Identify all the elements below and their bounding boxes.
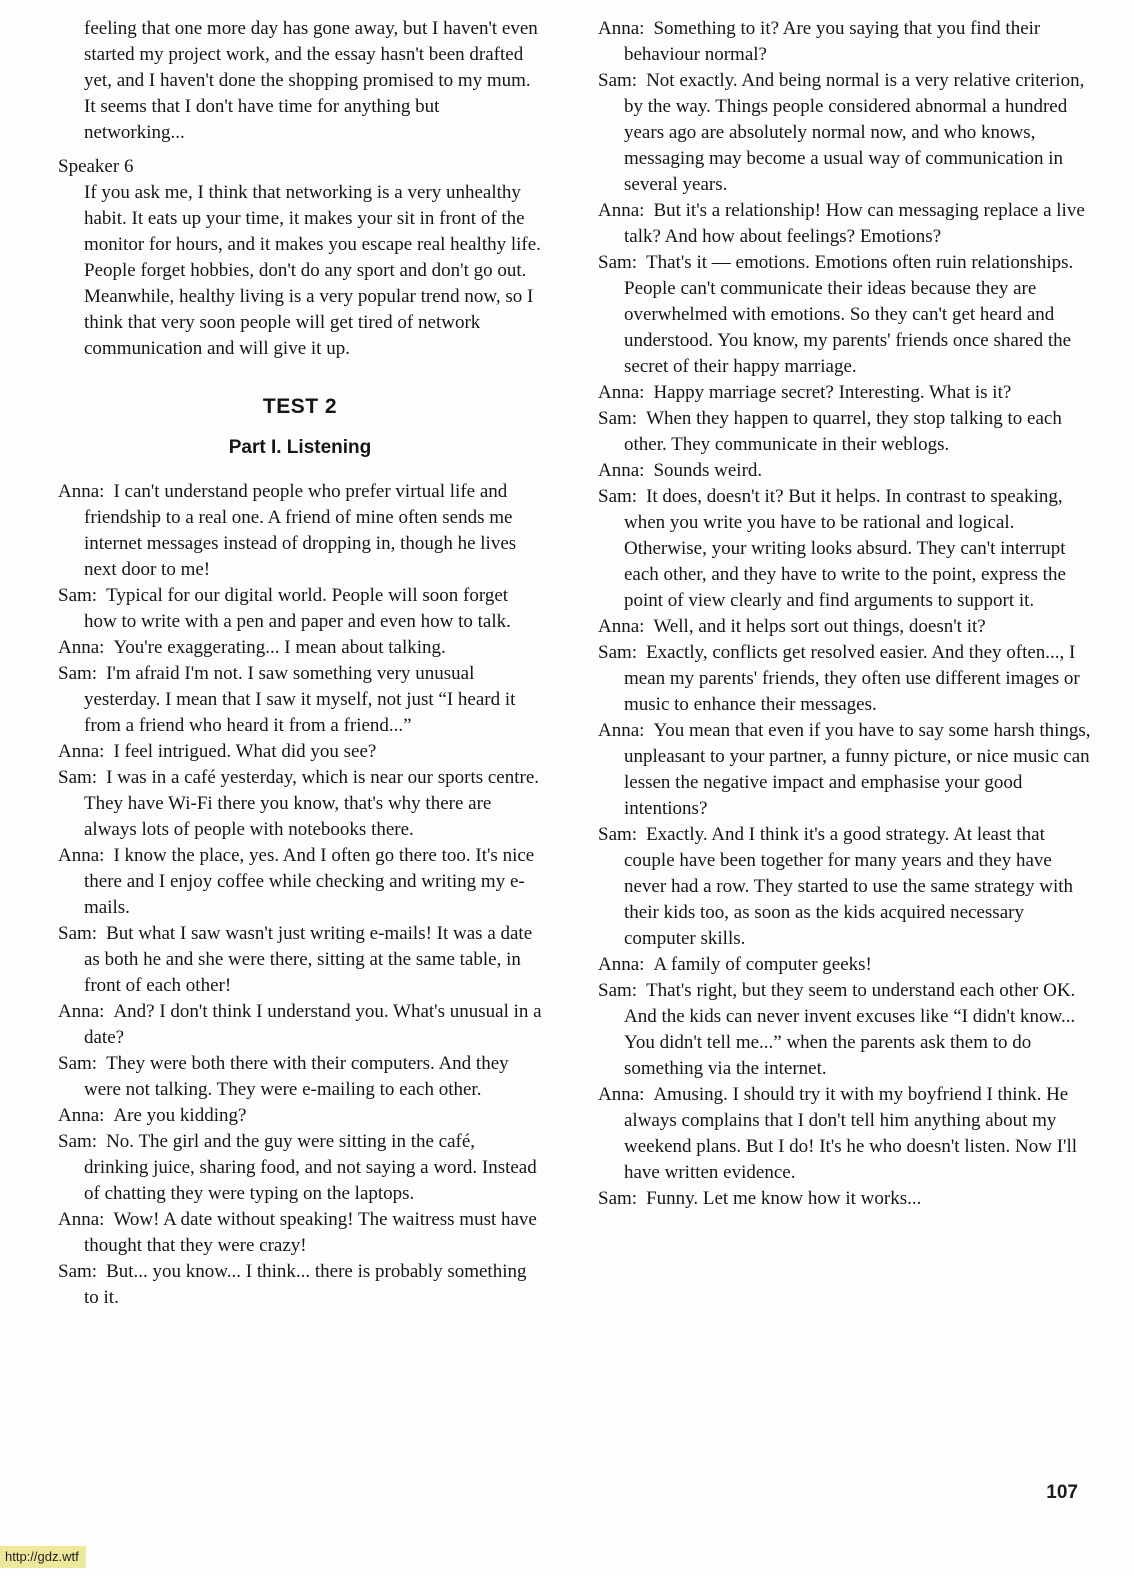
dialogue-line bbox=[58, 661, 542, 739]
speaker-label: Sam: bbox=[58, 767, 98, 788]
dialogue-text: I can't understand people who prefer virtual life and friendship to a real one. A friend of mine often sends me internet messages instead of dropping in, though he lives next door to me! bbox=[84, 481, 517, 580]
dialogue-line bbox=[598, 484, 1092, 614]
right-column bbox=[598, 16, 1092, 1311]
dialogue-line bbox=[598, 198, 1092, 250]
dialogue-text: Wow! A date without speaking! The waitress must have thought that they were crazy! bbox=[84, 1209, 537, 1256]
dialogue-line bbox=[58, 583, 542, 635]
dialogue-text: But what I saw wasn't just writing e-mails! It was a date as both he and she were there, sitting at the same table, in front of each other! bbox=[84, 923, 533, 996]
dialogue-text: That's right, but they seem to understand each other OK. And the kids can never invent excuses like “I didn't know... You didn't tell me...” when the parents ask them to do something via the internet. bbox=[624, 980, 1076, 1079]
dialogue-text: Typical for our digital world. People will soon forget how to write with a pen and paper and even how to talk. bbox=[84, 585, 511, 632]
dialogue-line bbox=[598, 1082, 1092, 1186]
speaker-label: Anna: bbox=[598, 18, 645, 39]
dialogue-text: Something to it? Are you saying that you find their behaviour normal? bbox=[624, 18, 1041, 65]
dialogue-text: Are you kidding? bbox=[113, 1105, 247, 1126]
speaker-label: Anna: bbox=[598, 1084, 645, 1105]
speaker-label: Sam: bbox=[58, 1053, 98, 1074]
speaker-label: Anna: bbox=[58, 741, 105, 762]
dialogue-line bbox=[598, 822, 1092, 952]
dialogue-line bbox=[598, 614, 1092, 640]
speaker-label: Anna: bbox=[598, 382, 645, 403]
dialogue-text: Exactly, conflicts get resolved easier. And they often..., I mean my parents' friends, they often use different images or music to enhance their messages. bbox=[624, 642, 1080, 715]
dialogue-line bbox=[598, 380, 1092, 406]
dialogue-text: And? I don't think I understand you. What's unusual in a date? bbox=[84, 1001, 542, 1048]
dialogue-line bbox=[58, 635, 542, 661]
dialogue-line bbox=[58, 1207, 542, 1259]
speaker-6-paragraph: If you ask me, I think that networking is a very unhealthy habit. It eats up your time, it makes your sit in front of the monitor for hours, and it makes you escape real healthy life. People forget hobbies, don't do any sport and don't go out. Meanwhile, healthy living is a very popular trend now, so I think that very soon people will get tired of network communication and will give it up. bbox=[84, 182, 541, 359]
speaker-label: Anna: bbox=[58, 481, 105, 502]
dialogue-line bbox=[598, 718, 1092, 822]
speaker-label: Sam: bbox=[598, 70, 638, 91]
dialogue-text: You mean that even if you have to say some harsh things, unpleasant to your partner, a funny picture, or nice music can lessen the negative impact and emphasise your good intentions? bbox=[624, 720, 1091, 819]
dialogue-line bbox=[58, 999, 542, 1051]
dialogue-text: I feel intrigued. What did you see? bbox=[113, 741, 377, 762]
dialogue-list-right bbox=[598, 16, 1092, 1212]
dialogue-line bbox=[58, 765, 542, 843]
dialogue-text: Happy marriage secret? Interesting. What is it? bbox=[653, 382, 1012, 403]
speaker-label: Sam: bbox=[58, 1131, 98, 1152]
dialogue-text: Funny. Let me know how it works... bbox=[646, 1188, 922, 1209]
dialogue-text: You're exaggerating... I mean about talking. bbox=[113, 637, 446, 658]
speaker-label: Anna: bbox=[58, 1209, 105, 1230]
speaker-label: Sam: bbox=[598, 252, 638, 273]
speaker-label: Anna: bbox=[598, 720, 645, 741]
dialogue-text: They were both there with their computers. And they were not talking. They were e-mailing to each other. bbox=[84, 1053, 509, 1100]
speaker-label: Anna: bbox=[598, 954, 645, 975]
dialogue-line bbox=[598, 250, 1092, 380]
dialogue-line bbox=[598, 952, 1092, 978]
dialogue-list-left bbox=[58, 479, 542, 1311]
speaker-label: Sam: bbox=[58, 663, 98, 684]
dialogue-line bbox=[598, 640, 1092, 718]
dialogue-text: I know the place, yes. And I often go there too. It's nice there and I enjoy coffee while checking and writing my e-mails. bbox=[84, 845, 535, 918]
speaker-label: Anna: bbox=[58, 637, 105, 658]
dialogue-line bbox=[58, 921, 542, 999]
dialogue-line bbox=[598, 458, 1092, 484]
dialogue-line bbox=[58, 1051, 542, 1103]
speaker-label: Sam: bbox=[58, 1261, 98, 1282]
test-2-heading: TEST 2 bbox=[262, 395, 338, 418]
dialogue-line bbox=[598, 68, 1092, 198]
speaker-label: Anna: bbox=[598, 200, 645, 221]
speaker-label: Sam: bbox=[58, 585, 98, 606]
dialogue-line bbox=[58, 739, 542, 765]
dialogue-text: I was in a café yesterday, which is near our sports centre. They have Wi-Fi there you know, that's why there are always lots of people with notebooks there. bbox=[84, 767, 540, 840]
speaker-label: Sam: bbox=[598, 642, 638, 663]
dialogue-line bbox=[58, 1103, 542, 1129]
speaker-label: Anna: bbox=[598, 616, 645, 637]
dialogue-text: But... you know... I think... there is probably something to it. bbox=[84, 1261, 527, 1308]
dialogue-text: Sounds weird. bbox=[653, 460, 763, 481]
speaker-label: Sam: bbox=[598, 486, 638, 507]
dialogue-line bbox=[58, 479, 542, 583]
page-number: 107 bbox=[1046, 1482, 1078, 1503]
continuation-paragraph: feeling that one more day has gone away, but I haven't even started my project work, and the essay hasn't been drafted yet, and I haven't done the shopping promised to my mum. It seems that I don't have time for anything but networking... bbox=[84, 18, 538, 143]
dialogue-text: When they happen to quarrel, they stop talking to each other. They communicate in their weblogs. bbox=[624, 408, 1062, 455]
speaker-label: Anna: bbox=[58, 845, 105, 866]
speaker-label: Anna: bbox=[598, 460, 645, 481]
dialogue-text: Amusing. I should try it with my boyfriend I think. He always complains that I don't tell him anything about my weekend plans. But I do! It's he who doesn't listen. Now I'll have written evidence. bbox=[624, 1084, 1078, 1183]
dialogue-line bbox=[598, 406, 1092, 458]
speaker-label: Sam: bbox=[598, 408, 638, 429]
speaker-6-heading: Speaker 6 bbox=[58, 156, 134, 177]
dialogue-line bbox=[598, 978, 1092, 1082]
watermark-url: http://gdz.wtf bbox=[0, 1546, 86, 1568]
dialogue-line bbox=[58, 1129, 542, 1207]
dialogue-text: But it's a relationship! How can messaging replace a live talk? And how about feelings? Emotions? bbox=[624, 200, 1085, 247]
dialogue-line bbox=[58, 843, 542, 921]
speaker-label: Anna: bbox=[58, 1001, 105, 1022]
speaker-label: Sam: bbox=[598, 824, 638, 845]
dialogue-text: That's it — emotions. Emotions often ruin relationships. People can't communicate their ideas because they are overwhelmed with emotions. So they can't get heard and understood. You know, my parents' friends once shared the secret of their happy marriage. bbox=[624, 252, 1074, 377]
dialogue-text: Well, and it helps sort out things, doesn't it? bbox=[653, 616, 986, 637]
dialogue-text: A family of computer geeks! bbox=[653, 954, 872, 975]
dialogue-line bbox=[598, 1186, 1092, 1212]
dialogue-text: Not exactly. And being normal is a very relative criterion, by the way. Things people considered abnormal a hundred years ago are absolutely normal now, and who knows, messaging may become a usual way of communication in several years. bbox=[624, 70, 1085, 195]
part-1-listening-heading: Part I. Listening bbox=[228, 437, 372, 458]
left-column bbox=[58, 16, 542, 1311]
dialogue-text: It does, doesn't it? But it helps. In contrast to speaking, when you write you have to be rational and logical. Otherwise, your writing looks absurd. They can't interrupt each other, and they have to write to the point, express the point of view clearly and find arguments to support it. bbox=[624, 486, 1066, 611]
dialogue-line bbox=[58, 1259, 542, 1311]
speaker-label: Sam: bbox=[58, 923, 98, 944]
dialogue-text: Exactly. And I think it's a good strategy. At least that couple have been together for many years and they have never had a row. They started to use the same strategy with their kids too, as soon as the kids acquired necessary computer skills. bbox=[624, 824, 1073, 949]
speaker-label: Sam: bbox=[598, 980, 638, 1001]
speaker-label: Anna: bbox=[58, 1105, 105, 1126]
dialogue-text: I'm afraid I'm not. I saw something very unusual yesterday. I mean that I saw it myself, not just “I heard it from a friend who heard it from a friend...” bbox=[84, 663, 516, 736]
speaker-label: Sam: bbox=[598, 1188, 638, 1209]
dialogue-line bbox=[598, 16, 1092, 68]
dialogue-text: No. The girl and the guy were sitting in the café, drinking juice, sharing food, and not saying a word. Instead of chatting they were typing on the laptops. bbox=[84, 1131, 537, 1204]
